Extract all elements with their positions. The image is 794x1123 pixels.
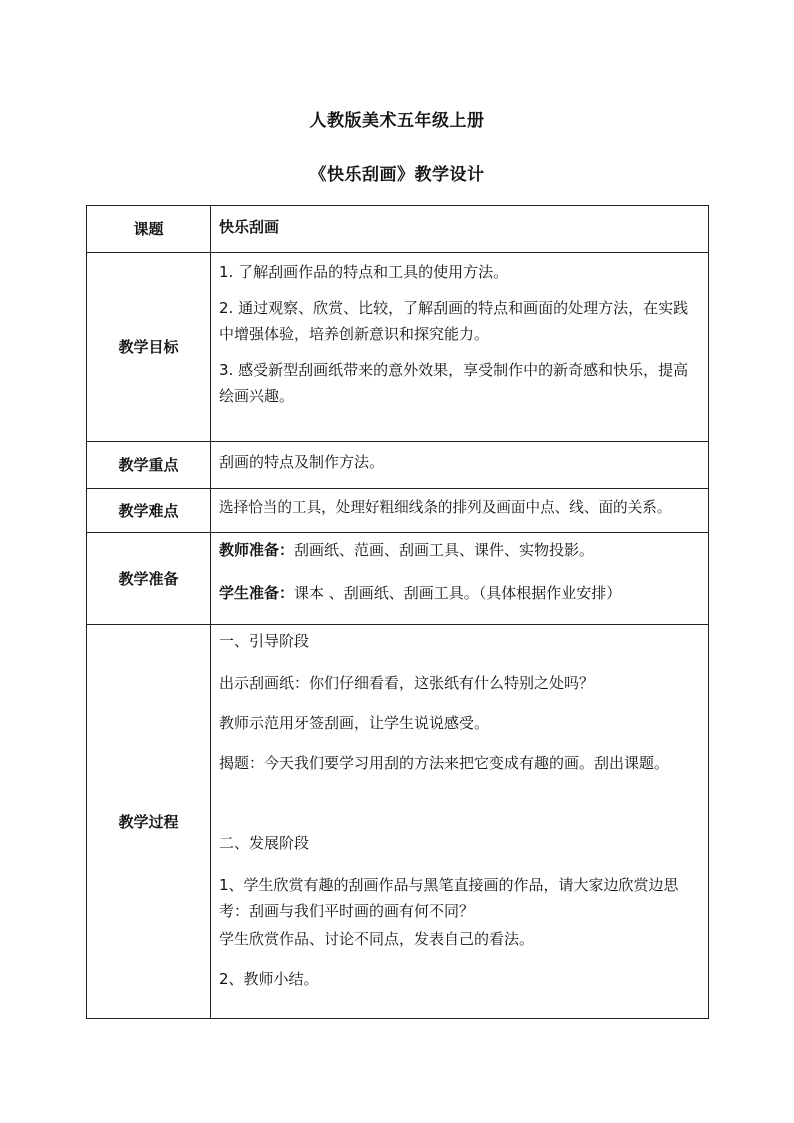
topic-text: 快乐刮画 [219, 218, 280, 236]
value-topic [211, 206, 709, 253]
row-goals [87, 253, 709, 442]
row-key-point [87, 442, 709, 489]
teacher-prep [219, 533, 702, 563]
value-goals [211, 253, 709, 442]
process-line: 二、发展阶段 [219, 834, 310, 852]
label-goals: 教学目标 [87, 253, 211, 442]
student-prep-value: 课本 、刮画纸、刮画工具。（具体根据作业安排） [294, 584, 622, 602]
process-line: 揭题：今天我们要学习用刮的方法来把它变成有趣的画。刮出课题。 [219, 754, 670, 772]
value-key-point [211, 442, 709, 489]
process-line: 2、教师小结。 [219, 970, 319, 988]
lesson-plan-table [86, 205, 709, 1019]
document-title: 人教版美术五年级上册 [309, 111, 485, 131]
process-line: 教师示范用牙签刮画，让学生说说感受。 [219, 714, 490, 732]
label-key-point: 教学重点 [87, 442, 211, 489]
row-process [87, 625, 709, 1019]
row-topic [87, 206, 709, 253]
key-point-text: 刮画的特点及制作方法。 [219, 453, 385, 471]
process-line: 学生欣赏作品、讨论不同点，发表自己的看法。 [219, 930, 535, 948]
value-preparation [211, 533, 709, 625]
value-process [211, 625, 709, 1019]
process-line: 一、引导阶段 [219, 632, 310, 650]
goal-item: 1. 了解刮画作品的特点和工具的使用方法。 [219, 263, 509, 281]
teacher-prep-label: 教师准备： [219, 541, 295, 559]
student-prep-label: 学生准备： [219, 584, 295, 602]
document-subtitle: 《快乐刮画》教学设计 [309, 165, 485, 185]
goal-item: 3. 感受新型刮画纸带来的意外效果，享受制作中的新奇感和快乐，提高绘画兴趣。 [219, 361, 689, 405]
label-preparation: 教学准备 [87, 533, 211, 625]
process-line: 1、学生欣赏有趣的刮画作品与黑笔直接画的作品，请大家边欣赏边思考：刮画与我们平时画的画有何不同？ [219, 876, 679, 920]
difficulty-text: 选择恰当的工具，处理好粗细线条的排列及画面中点、线、面的关系。 [219, 499, 672, 516]
label-topic: 课题 [87, 206, 211, 253]
teacher-prep-value: 刮画纸、范画、刮画工具、课件、实物投影。 [294, 541, 595, 559]
label-difficulty: 教学难点 [87, 489, 211, 533]
student-prep [219, 563, 702, 606]
process-line: 出示刮画纸：你们仔细看看，这张纸有什么特别之处吗？ [219, 674, 595, 692]
label-process: 教学过程 [87, 625, 211, 1019]
goal-item: 2. 通过观察、欣赏、比较，了解刮画的特点和画面的处理方法，在实践中增强体验，培养创新意识和探究能力。 [219, 299, 689, 343]
value-difficulty [211, 489, 709, 533]
row-difficulty [87, 489, 709, 533]
row-preparation [87, 533, 709, 625]
